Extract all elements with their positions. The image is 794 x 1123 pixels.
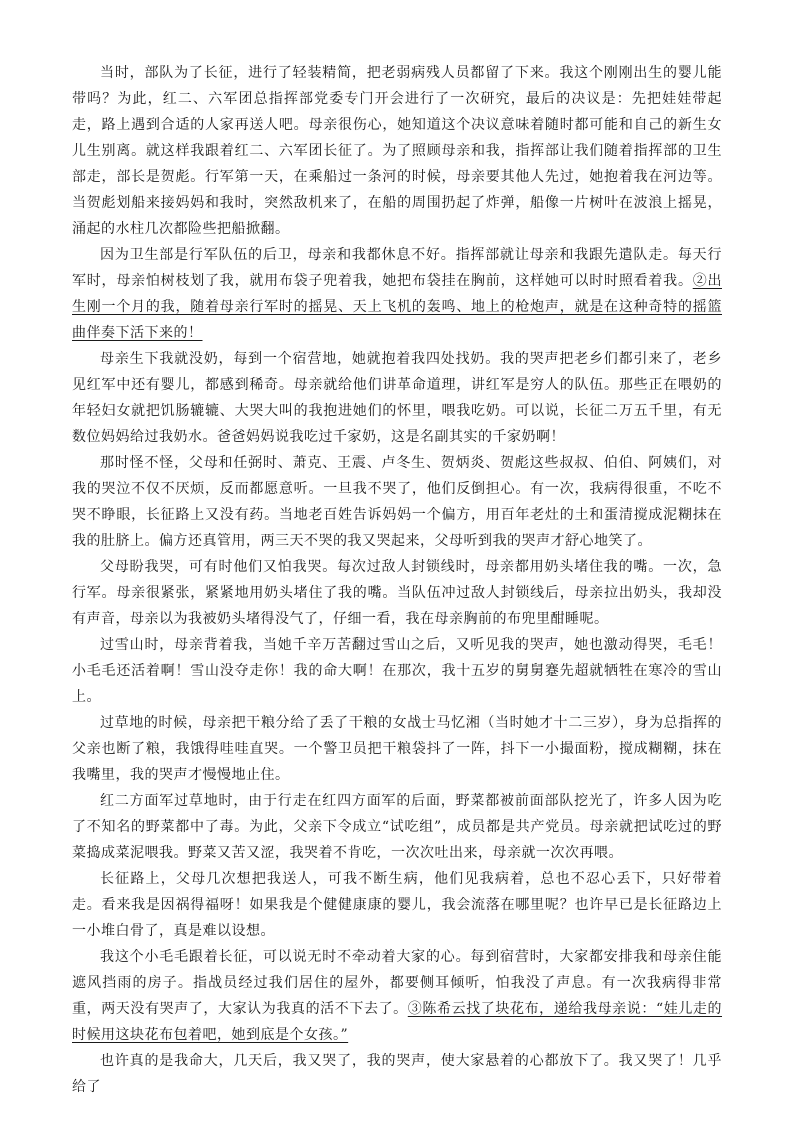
underlined-sentence-2: ②出生刚一个月的我，随着母亲行军时的摇晃、天上飞机的轰鸣、地上的枪炮声，就是在这种奇特的摇篮曲伴奏下活下来的！ xyxy=(72,273,722,341)
paragraph-1: 当时，部队为了长征，进行了轻装精简，把老弱病残人员都留了下来。我这个刚刚出生的婴儿能带吗？为此，红二、六军团总指挥部党委专门开会进行了一次研究，最后的决议是：先把娃娃带起走，路上遇到合适的人家再送人吧。母亲很伤心，她知道这个决议意味着随时都可能和自己的新生女儿生别离。就这样我跟着红二、六军团长征了。为了照顾母亲和我，指挥部让我们随着指挥部的卫生部走，部长是贺彪。行军第一天，在乘船过一条河的时候，母亲要其他人先过，她抱着我在河边等。当贺彪划船来接妈妈和我时，突然敌机来了，在船的周围扔起了炸弹，船像一片树叶在波浪上摇晃，涌起的水柱几次都险些把船掀翻。 xyxy=(72,65,722,237)
paragraph-7: 过草地的时候，母亲把干粮分给了丢了干粮的女战士马忆湘（当时她才十二三岁），身为总指挥的父亲也断了粮，我饿得哇哇直哭。一个警卫员把干粮袋抖了一阵，抖下一小撮面粉，搅成糊糊，抹在我嘴里，我的哭声才慢慢地止住。 xyxy=(72,715,722,783)
paragraph-2: 因为卫生部是行军队伍的后卫，母亲和我都休息不好。指挥部就让母亲和我跟先遣队走。每天行军时，母亲怕树枝划了我，就用布袋子兜着我，她把布袋挂在胸前，这样她可以时时照看着我。②出生刚一个月的我，随着母亲行军时的摇晃、天上飞机的轰鸣、地上的枪炮声，就是在这种奇特的摇篮曲伴奏下活下来的！ xyxy=(72,247,722,341)
paragraph-8: 红二方面军过草地时，由于行走在红四方面军的后面，野菜都被前面部队挖光了，许多人因为吃了不知名的野菜都中了毒。为此，父亲下令成立“试吃组”，成员都是共产党员。母亲就把试吃过的野菜捣成菜泥喂我。野菜又苦又涩，我哭着不肯吃，一次次吐出来，母亲就一次次再喂。 xyxy=(72,793,722,861)
document-page xyxy=(72,60,722,1100)
paragraph-11: 也许真的是我命大，几天后，我又哭了，我的哭声，使大家悬着的心都放下了。我又哭了！几乎给了 xyxy=(72,1053,722,1095)
paragraph-4: 那时怪不怪，父母和任弼时、萧克、王震、卢冬生、贺炳炎、贺彪这些叔叔、伯伯、阿姨们，对我的哭泣不仅不厌烦，反而都愿意听。一旦我不哭了，他们反倒担心。有一次，我病得很重，不吃不哭不睁眼，长征路上又没有药。当地老百姓告诉妈妈一个偏方，用百年老灶的土和蛋清搅成泥糊抹在我的肚脐上。偏方还真管用，两三天不哭的我又哭起来，父母听到我的哭声才舒心地笑了。 xyxy=(72,455,722,549)
paragraph-9: 长征路上，父母几次想把我送人，可我不断生病，他们见我病着，总也不忍心丢下，只好带着走。看来我是因祸得福呀！如果我是个健健康康的婴儿，我会流落在哪里呢？也许早已是长征路边上一小堆白骨了，真是难以设想。 xyxy=(72,871,722,939)
paragraph-10: 我这个小毛毛跟着长征，可以说无时不牵动着大家的心。每到宿营时，大家都安排我和母亲住能遮风挡雨的房子。指战员经过我们居住的屋外，都要侧耳倾听，怕我没了声息。有一次我病得非常重，两天没有哭声了，大家认为我真的活不下去了。③陈希云找了块花布，递给我母亲说：“娃儿走的时候用这块花布包着吧，她到底是个女孩。” xyxy=(72,949,723,1043)
paragraph-5: 父母盼我哭，可有时他们又怕我哭。每次过敌人封锁线时，母亲都用奶头堵住我的嘴。一次，急行军。母亲很紧张，紧紧地用奶头堵住了我的嘴。当队伍冲过敌人封锁线后，母亲拉出奶头，我却没有声音，母亲以为我被奶头堵得没气了，仔细一看，我在母亲胸前的布兜里酣睡呢。 xyxy=(72,559,722,627)
paragraph-6: 过雪山时，母亲背着我，当她千辛万苦翻过雪山之后，又听见我的哭声，她也激动得哭，毛毛！小毛毛还活着啊！雪山没夺走你！我的命大啊！在那次，我十五岁的舅舅蹇先超就牺牲在寒冷的雪山上。 xyxy=(72,637,722,705)
paragraph-3: 母亲生下我就没奶，每到一个宿营地，她就抱着我四处找奶。我的哭声把老乡们都引来了，老乡见红军中还有婴儿，都感到稀奇。母亲就给他们讲革命道理，讲红军是穷人的队伍。那些正在喂奶的年轻妇女就把饥肠辘辘、大哭大叫的我抱进她们的怀里，喂我吃奶。可以说，长征二万五千里，有无数位妈妈给过我奶水。爸爸妈妈说我吃过千家奶，这是名副其实的千家奶啊！ xyxy=(72,351,722,445)
underlined-sentence-3: ③陈希云找了块花布，递给我母亲说：“娃儿走的时候用这块花布包着吧，她到底是个女孩。” xyxy=(72,1001,723,1043)
